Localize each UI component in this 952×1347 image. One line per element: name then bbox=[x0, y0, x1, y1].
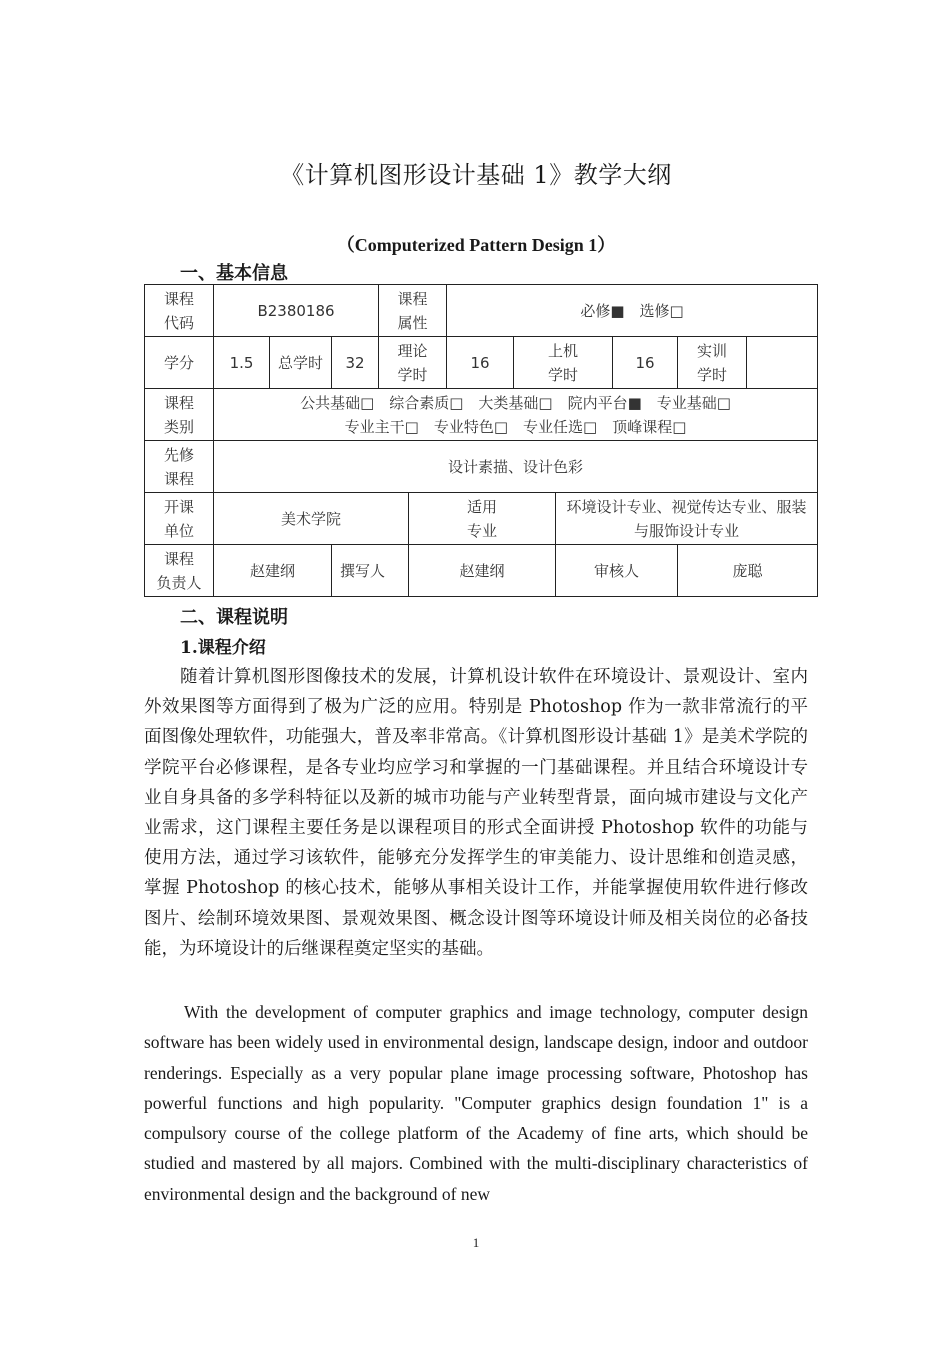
credit-value: 1.5 bbox=[214, 337, 270, 389]
basic-info-table bbox=[144, 284, 818, 597]
practice-hours-label: 实训 学时 bbox=[678, 337, 747, 389]
offering-unit-value: 美术学院 bbox=[214, 493, 409, 545]
course-attr-label: 课程 属性 bbox=[379, 285, 447, 337]
course-category-value bbox=[214, 389, 818, 441]
computer-hours-label: 上机 学时 bbox=[514, 337, 613, 389]
section-heading-basic-info: 一、基本信息 bbox=[180, 263, 288, 284]
applicable-major-label: 适用 专业 bbox=[409, 493, 556, 545]
table-row bbox=[145, 389, 818, 441]
category-line-2: 专业主干□ 专业特色□ 专业任选□ 顶峰课程□ bbox=[344, 417, 687, 436]
page-subtitle: （Computerized Pattern Design 1） bbox=[336, 235, 616, 255]
table-row bbox=[145, 337, 818, 389]
computer-hours-value: 16 bbox=[613, 337, 678, 389]
writer-value: 赵建纲 bbox=[409, 545, 556, 597]
course-code-label: 课程 代码 bbox=[145, 285, 214, 337]
table-row bbox=[145, 545, 818, 597]
reviewer-value: 庞聪 bbox=[678, 545, 818, 597]
page-title: 《计算机图形设计基础 1》教学大纲 bbox=[280, 161, 672, 189]
intro-paragraph-chinese: 随着计算机图形图像技术的发展，计算机设计软件在环境设计、景观设计、室内外效果图等方面得到了极为广泛的应用。特别是 Photoshop 作为一款非常流行的平面图像处理软件，功能强大，普及率非常高。《计算机图形设计基础 1》是美术学院的学院平台必修课程，是各专业均应学习和掌握的一门基础课程。并且结合环境设计专业自身具备的多学科特征以及新的城市功能与产业转型背景，面向城市建设与文化产业需求，这门课程主要任务是以课程项目的形式全面讲授 Photoshop 软件的功能与使用方法，通过学习该软件，能够充分发挥学生的审美能力、设计思维和创造灵感，掌握 Photoshop 的核心技术，能够从事相关设计工作，并能掌握使用软件进行修改图片、绘制环境效果图、景观效果图、概念设计图等环境设计师及相关岗位的必备技能，为环境设计的后继课程奠定坚实的基础。 bbox=[144, 667, 808, 959]
table-row bbox=[145, 493, 818, 545]
writer-label: 撰写人 bbox=[332, 545, 409, 597]
prerequisite-value: 设计素描、设计色彩 bbox=[214, 441, 818, 493]
offering-unit-label: 开课 单位 bbox=[145, 493, 214, 545]
prerequisite-label: 先修 课程 bbox=[145, 441, 214, 493]
course-attr-value: 必修■ 选修□ bbox=[447, 285, 818, 337]
theory-hours-value: 16 bbox=[447, 337, 514, 389]
total-hours-label: 总学时 bbox=[270, 337, 332, 389]
subsection-heading-course-intro: 1.课程介绍 bbox=[180, 638, 266, 658]
reviewer-label: 审核人 bbox=[556, 545, 678, 597]
section-heading-course-description: 二、课程说明 bbox=[180, 607, 288, 628]
course-leader-label: 课程 负责人 bbox=[145, 545, 214, 597]
category-line-1: 公共基础□ 综合素质□ 大类基础□ 院内平台■ 专业基础□ bbox=[300, 393, 731, 412]
intro-paragraph-english: With the development of computer graphics and image technology, computer design software has been widely used in environmental design, landscape design, indoor and outdoor renderings. Especially as a very popular plane image processing software, Photoshop has powerful functions and high popularity. "Computer graphics design foundation 1" is a compulsory course of the college platform of the Academy of fine arts, which should be studied and mastered by all majors. Combined with the multi-disciplinary characteristics of environmental design and the background of new bbox=[144, 1002, 808, 1204]
course-category-label: 课程 类别 bbox=[145, 389, 214, 441]
page-number: 1 bbox=[472, 1235, 480, 1250]
practice-hours-value bbox=[747, 337, 818, 389]
applicable-major-value: 环境设计专业、视觉传达专业、服装与服饰设计专业 bbox=[556, 493, 818, 545]
course-code-value: B2380186 bbox=[214, 285, 379, 337]
course-leader-value: 赵建纲 bbox=[214, 545, 332, 597]
theory-hours-label: 理论 学时 bbox=[379, 337, 447, 389]
credit-label: 学分 bbox=[145, 337, 214, 389]
table-row bbox=[145, 285, 818, 337]
table-row bbox=[145, 441, 818, 493]
total-hours-value: 32 bbox=[332, 337, 379, 389]
